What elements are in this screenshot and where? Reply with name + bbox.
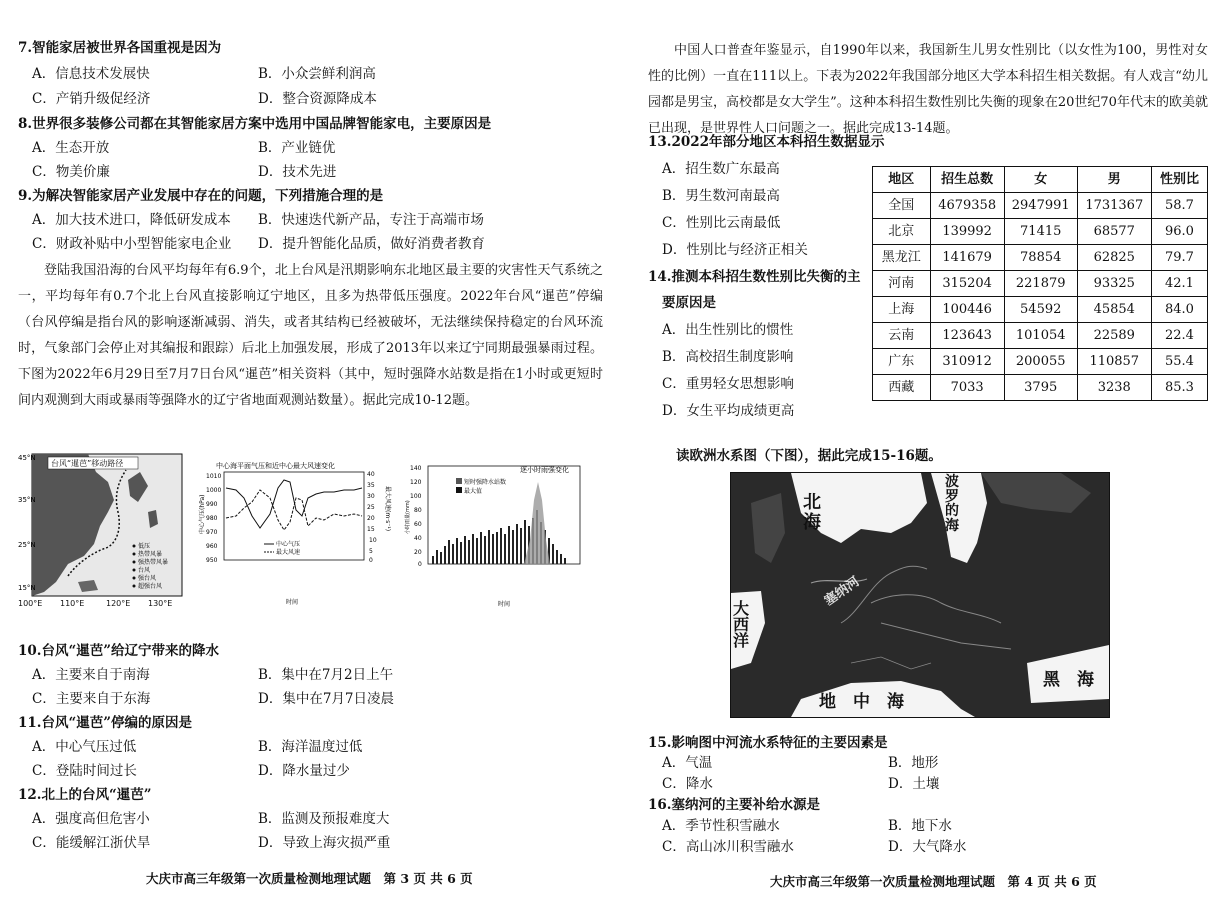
cell: 3238 [1077,375,1151,401]
cell: 广东 [873,349,931,375]
table-row [873,375,1208,401]
cell: 110857 [1077,349,1151,375]
q14-option-b[interactable]: B．高校招生制度影响 [662,349,794,365]
cell: 55.4 [1151,349,1207,375]
col-header: 女 [1004,167,1077,193]
label-black-sea: 黑 海 [1043,670,1094,690]
q8-option-d[interactable]: D．技术先进 [258,164,337,180]
lon-label: 100°E [18,599,43,608]
line-chart-title: 中心海平面气压和近中心最大风速变化 [216,462,335,470]
q10-option-a[interactable]: A．主要来自于南海 [32,667,150,683]
cell: 123643 [930,323,1004,349]
q8-option-c[interactable]: C．物美价廉 [32,164,110,180]
y-tick: 120 [410,479,422,486]
map-intro: 读欧洲水系图（下图），据此完成15-16题。 [676,448,942,464]
q16-option-c[interactable]: C．高山冰川积雪融水 [662,839,794,855]
cell: 93325 [1077,271,1151,297]
station-count-area [524,482,550,564]
table-row [873,349,1208,375]
legend-wind: 最大风速 [276,549,301,556]
y-tick: 140 [410,465,422,472]
cell: 3795 [1004,375,1077,401]
bar-chart-xlabel: 时间 [498,601,511,608]
cell: 71415 [1004,219,1077,245]
q12-option-c[interactable]: C．能缓解江浙伏旱 [32,835,151,851]
lat-label: 45°N [18,454,36,462]
legend-pressure: 中心气压 [276,541,301,548]
page-footer-left: 大庆市高三年级第一次质量检测地理试题 第 3 页 共 6 页 [146,871,473,886]
y-tick: 100 [410,493,422,500]
col-header: 男 [1077,167,1151,193]
table-row [873,323,1208,349]
wind-line [226,490,362,530]
q14-option-c[interactable]: C．重男轻女思想影响 [662,376,794,392]
bar-chart-ylabel: 小时雨量(mm) [405,500,411,534]
q13-option-c[interactable]: C．性别比云南最低 [662,215,781,231]
legend-item: 超强台风 [138,583,163,590]
cell: 315204 [930,271,1004,297]
y-tick: 990 [206,501,218,508]
pressure-wind-chart [198,458,390,608]
cell: 2947991 [1004,193,1077,219]
q7-option-a[interactable]: A．信息技术发展快 [32,66,150,82]
cell: 云南 [873,323,931,349]
label-baltic-sea: 波 罗 的 海 [945,474,959,535]
table-row [873,219,1208,245]
cell: 221879 [1004,271,1077,297]
q9-option-c[interactable]: C．财政补贴中小型智能家电企业 [32,236,232,252]
q11-option-c[interactable]: C．登陆时间过长 [32,763,137,779]
question-14-stem-cont: 要原因是 [662,295,716,311]
cell: 42.1 [1151,271,1207,297]
y-tick: 80 [414,507,422,514]
cell: 100446 [930,297,1004,323]
y-tick: 980 [206,515,218,522]
q7-option-b[interactable]: B．小众尝鲜利润高 [258,66,376,82]
cell: 北京 [873,219,931,245]
cell: 101054 [1004,323,1077,349]
q13-option-b[interactable]: B．男生数河南最高 [662,188,780,204]
legend-max: 最大值 [464,488,483,495]
y-right-tick: 40 [367,471,375,478]
typhoon-track-map [18,452,186,600]
question-7-stem: 7.智能家居被世界各国重视是因为 [18,40,222,56]
q14-option-d[interactable]: D．女生平均成绩更高 [662,403,795,419]
line-chart-left-ticks [206,473,221,564]
col-header: 性别比 [1151,167,1207,193]
cell: 96.0 [1151,219,1207,245]
cell: 62825 [1077,245,1151,271]
y-right-tick: 15 [367,526,375,533]
table-row [873,297,1208,323]
q15-option-d[interactable]: D．土壤 [888,776,940,792]
lon-labels [18,598,188,610]
cell: 79.7 [1151,245,1207,271]
bar-chart-ticks [410,465,422,568]
lat-label: 35°N [18,496,36,504]
line-chart-yrlabel: 最大风速(m·s⁻¹) [384,486,391,532]
track-map-title: 台风“暹芭”移动路径 [51,459,124,468]
y-right-tick: 10 [369,537,377,544]
legend-item: 强热带风暴 [138,559,169,566]
y-tick: 0 [418,561,422,568]
label-mediterranean: 地 中 海 [819,692,904,712]
col-header: 地区 [873,167,931,193]
page-footer-right: 大庆市高三年级第一次质量检测地理试题 第 4 页 共 6 页 [770,874,1097,889]
cell: 139992 [930,219,1004,245]
bar-chart-title: 逐小时雨强变化 [520,466,569,474]
question-12-stem: 12.北上的台风“暹芭” [18,787,152,803]
cell: 河南 [873,271,931,297]
cell: 西藏 [873,375,931,401]
y-right-tick: 20 [367,515,375,522]
q7-option-c[interactable]: C．产销升级促经济 [32,91,151,107]
question-16-stem: 16.塞纳河的主要补给水源是 [648,797,820,813]
q8-option-b[interactable]: B．产业链优 [258,140,336,156]
q9-option-a[interactable]: A．加大技术进口，降低研发成本 [32,212,231,228]
table-header-row [873,167,1208,193]
table-row [873,193,1208,219]
cell: 54592 [1004,297,1077,323]
legend-item: 低压 [138,543,151,550]
line-chart-ylabel: 中心气压(hPa) [199,494,206,534]
q16-option-d[interactable]: D．大气降水 [888,839,967,855]
table-row [873,245,1208,271]
q12-option-b[interactable]: B．监测及预报难度大 [258,811,390,827]
y-right-tick: 25 [367,504,375,511]
q15-option-a[interactable]: A．气温 [662,755,713,771]
label-seine: 塞纳河 [821,574,863,609]
question-8-stem: 8.世界很多装修公司都在其智能家居方案中选用中国品牌智能家电，主要原因是 [18,116,492,132]
y-tick: 60 [414,521,422,528]
cell: 黑龙江 [873,245,931,271]
legend-station-count: 短时强降水站数 [464,479,507,486]
y-tick: 1010 [206,473,222,480]
y-tick: 1000 [206,487,222,494]
cell: 78854 [1004,245,1077,271]
q8-option-a[interactable]: A．生态开放 [32,140,110,156]
label-north-sea: 北 海 [803,492,821,533]
col-header: 招生总数 [930,167,1004,193]
lon-label: 130°E [148,599,173,608]
q11-option-d[interactable]: D．降水量过少 [258,763,350,779]
legend-item: 热带风暴 [138,551,163,558]
lat-label: 25°N [18,541,36,549]
line-chart-legend [264,540,300,556]
q7-option-d[interactable]: D．整合资源降成本 [258,91,377,107]
cell: 4679358 [930,193,1004,219]
cell: 85.3 [1151,375,1207,401]
y-right-tick: 35 [367,482,375,489]
q15-option-b[interactable]: B．地形 [888,755,939,771]
cell: 45854 [1077,297,1151,323]
q16-option-b[interactable]: B．地下水 [888,818,952,834]
q14-option-a[interactable]: A．出生性别比的惯性 [662,322,794,338]
line-chart-right-ticks [367,471,377,564]
question-15-stem: 15.影响图中河流水系特征的主要因素是 [648,735,888,751]
q12-option-a[interactable]: A．强度高但危害小 [32,811,150,827]
gender-ratio-passage: 中国人口普查年鉴显示，自1990年以来，我国新生儿男女性别比（以女性为100，男性对女性的比例）一直在111以上。下表为2022年我国部分地区大学本科招生相关数据。有人戏言“幼儿园都是男宝，高校都是女大学生”。这种本科招生数性别比失衡的现象在20世纪70年代末的欧美就已出现，是世界性人口问题之一。据此完成13-14题。 [648,43,1208,136]
q13-option-a[interactable]: A．招生数广东最高 [662,161,780,177]
table-row [873,271,1208,297]
y-right-tick: 30 [367,493,375,500]
question-10-stem: 10.台风“暹芭”给辽宁带来的降水 [18,643,220,659]
q12-option-d[interactable]: D．导致上海灾损严重 [258,835,391,851]
q10-option-c[interactable]: C．主要来自于东海 [32,691,151,707]
enrollment-table [872,166,1208,401]
cell: 141679 [930,245,1004,271]
y-tick: 960 [206,543,218,550]
cell: 22589 [1077,323,1151,349]
y-tick: 40 [414,535,422,542]
question-9-stem: 9.为解决智能家居产业发展中存在的问题，下列措施合理的是 [18,188,384,204]
cell: 7033 [930,375,1004,401]
cell: 84.0 [1151,297,1207,323]
q9-option-d[interactable]: D．提升智能化品质，做好消费者教育 [258,236,485,252]
legend-item: 强台风 [138,575,157,582]
europe-river-map [730,472,1110,718]
cell: 68577 [1077,219,1151,245]
question-14-stem: 14.推测本科招生数性别比失衡的主 [648,269,861,285]
line-chart-xlabel: 时间 [286,599,299,606]
cell: 58.7 [1151,193,1207,219]
label-atlantic: 大 西 洋 [733,599,750,650]
q13-option-d[interactable]: D．性别比与经济正相关 [662,242,808,258]
q10-option-b[interactable]: B．集中在7月2日上午 [258,667,394,683]
cell: 1731367 [1077,193,1151,219]
cell: 310912 [930,349,1004,375]
q11-option-a[interactable]: A．中心气压过低 [32,739,137,755]
cell: 22.4 [1151,323,1207,349]
cell: 200055 [1004,349,1077,375]
cell: 上海 [873,297,931,323]
y-tick: 950 [206,557,218,564]
question-11-stem: 11.台风“暹芭”停编的原因是 [18,715,193,731]
lon-label: 110°E [60,599,85,608]
q9-option-b[interactable]: B．快速迭代新产品，专注于高端市场 [258,212,484,228]
question-13-stem: 13.2022年部分地区本科招生数据显示 [648,134,885,150]
q10-option-d[interactable]: D．集中在7月7日凌晨 [258,691,395,707]
typhoon-passage: 登陆我国沿海的台风平均每年有6.9个，北上台风是汛期影响东北地区最主要的灾害性天气系统之一，平均每年有0.7个北上台风直接影响辽宁地区，且多为热带低压强度。2022年台风“暹芭”停编（台风停编是指台风的影响逐渐减弱、消失，或者其结构已经被破坏，无法继续保持稳定的台风环流时，气象部门会停止对其编报和跟踪）后北上加强发展，形成了2013年以来辽宁同期最强暴雨过程。下图为2022年6月29日至7月7日台风“暹芭”相关资料（其中，短时强降水站数是指在1小时或更短时间内观测到大雨或暴雨等强降水的辽宁省地面观测站数量）。据此完成10-12题。 [18,263,603,408]
q16-option-a[interactable]: A．季节性积雪融水 [662,818,780,834]
lon-label: 120°E [106,599,131,608]
y-right-tick: 5 [369,548,373,555]
hourly-rain-chart [406,460,591,608]
lat-label: 15°N [18,584,36,592]
cell: 全国 [873,193,931,219]
y-right-tick: 0 [369,557,373,564]
q15-option-c[interactable]: C．降水 [662,776,713,792]
y-tick: 970 [206,529,218,536]
legend-item: 台风 [138,567,151,574]
q11-option-b[interactable]: B．海洋温度过低 [258,739,363,755]
y-tick: 20 [414,549,422,556]
